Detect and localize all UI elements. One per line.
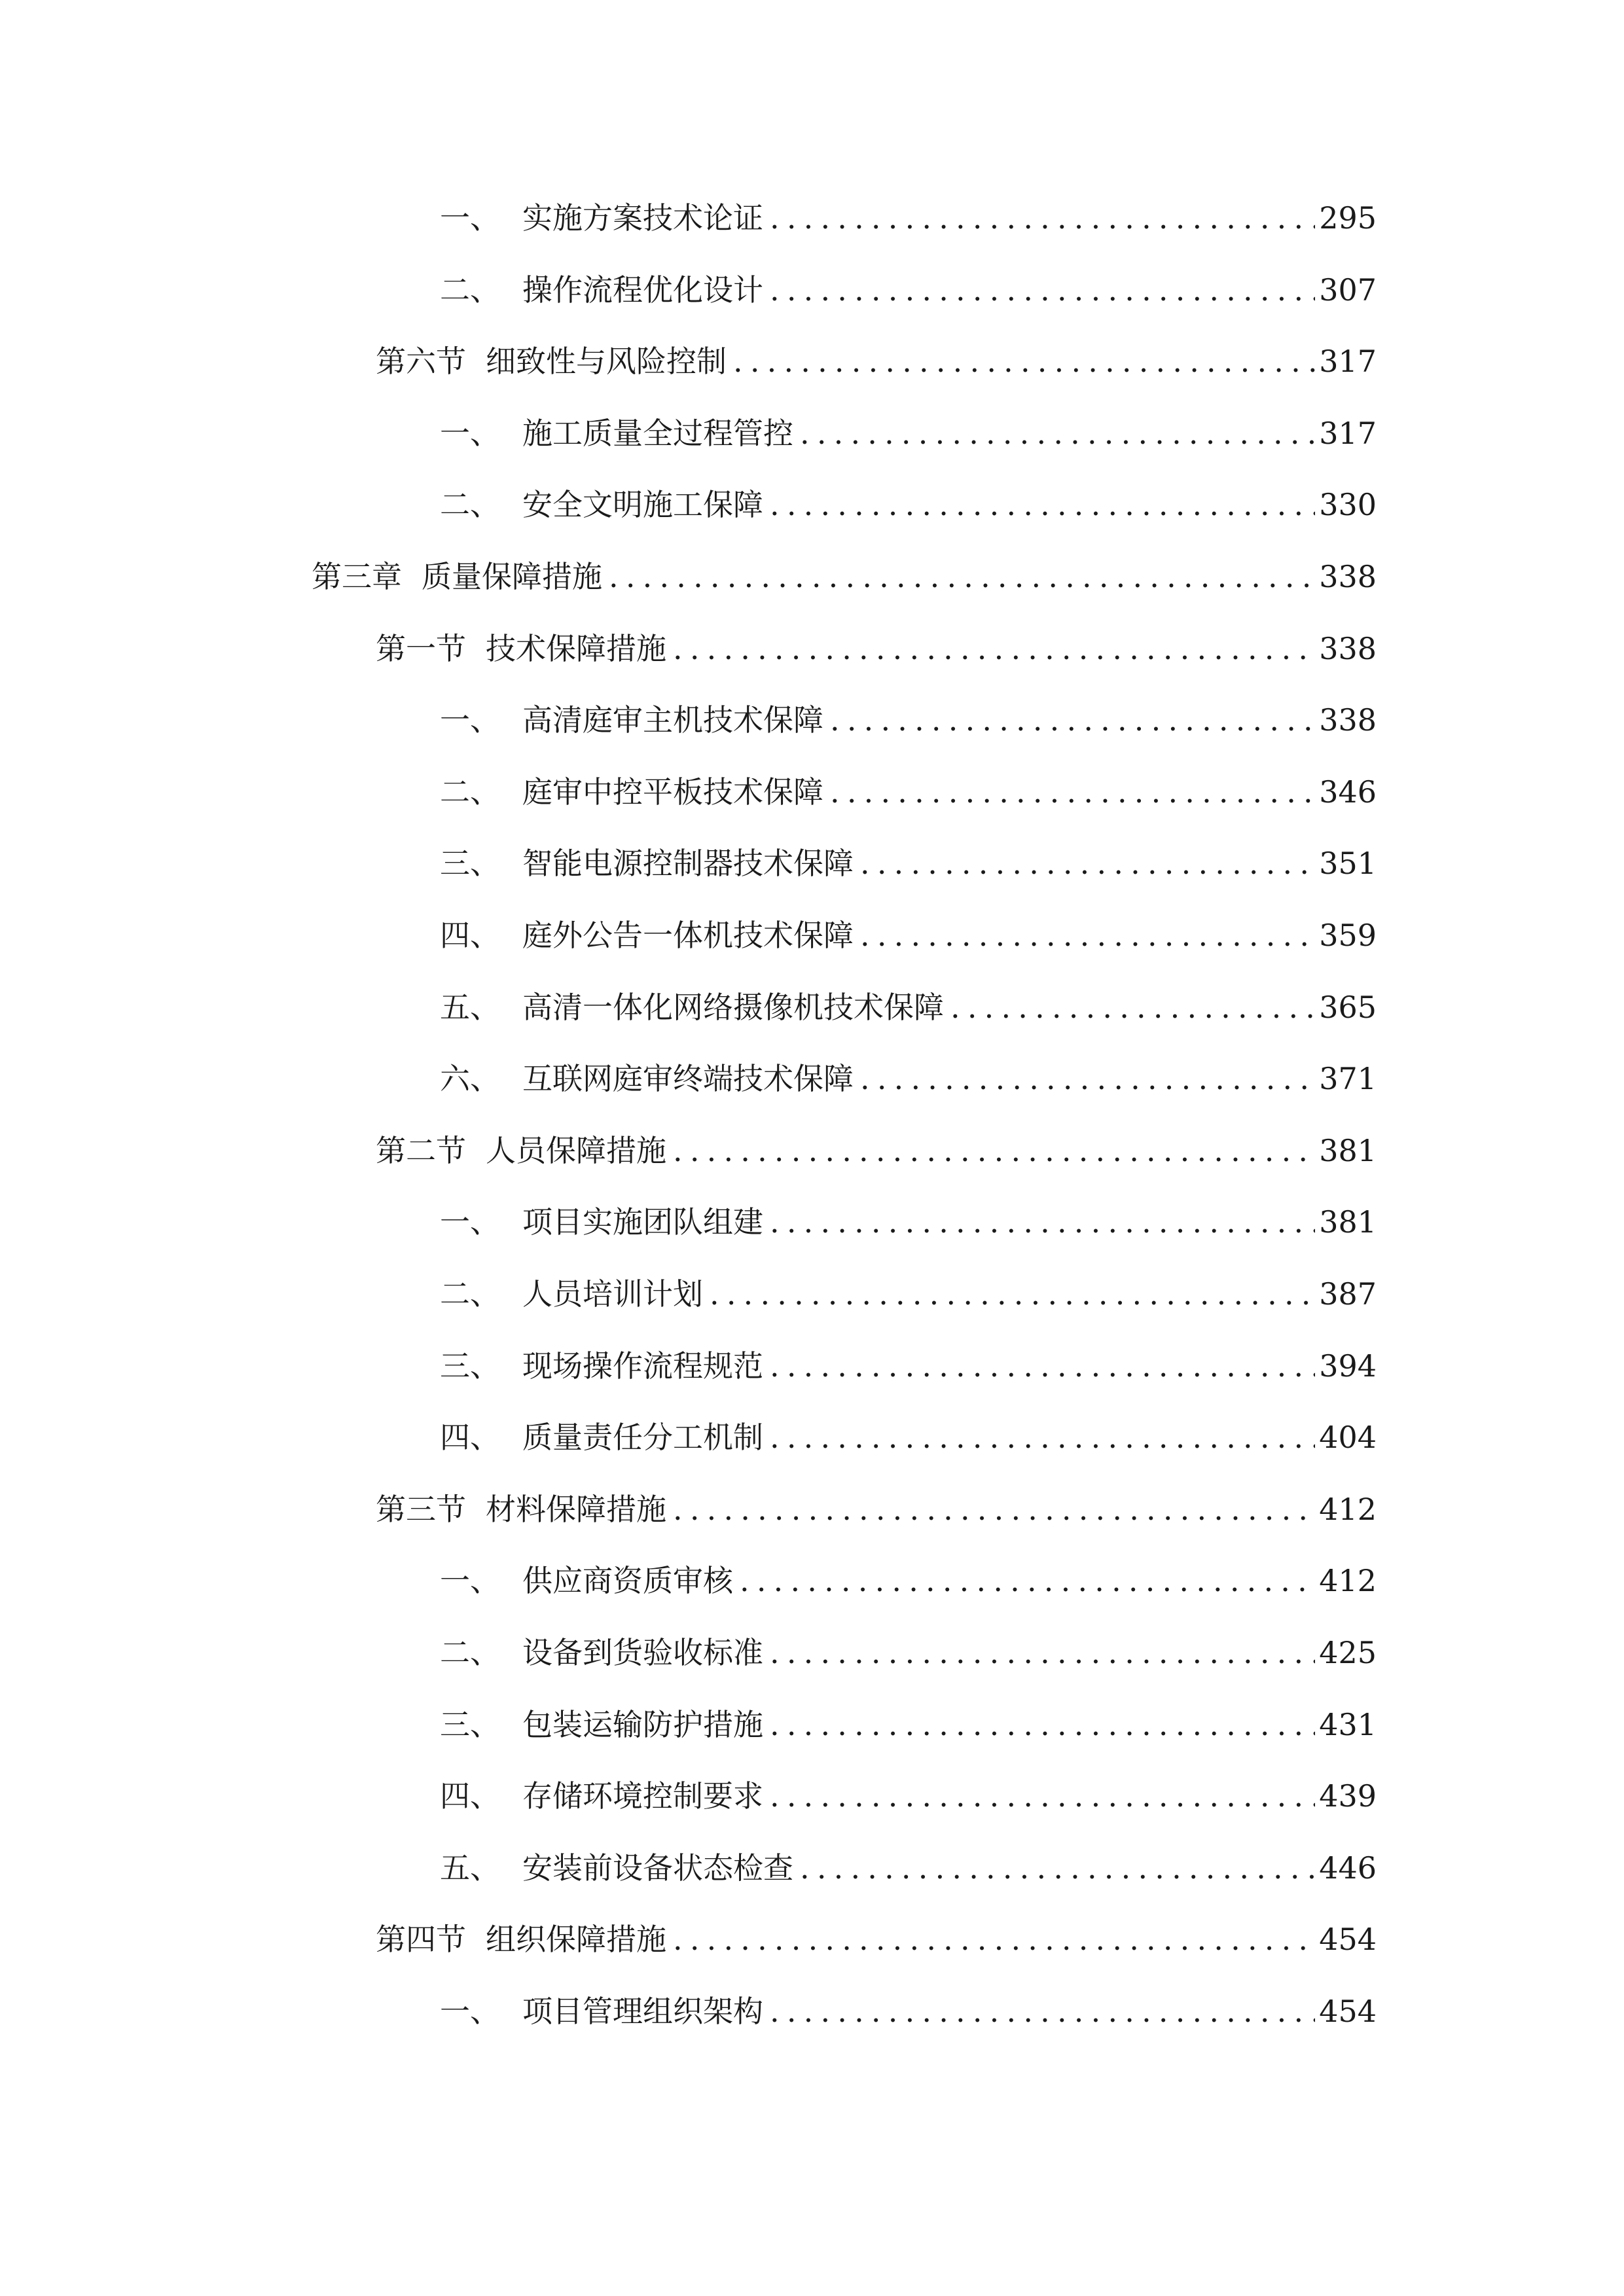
- toc-entry-page-number: 317: [1319, 344, 1377, 380]
- toc-entry-title: 项目管理组织架构: [522, 1994, 763, 2029]
- toc-entry-page-number: 446: [1319, 1850, 1377, 1886]
- toc-entry[interactable]: [440, 267, 1377, 313]
- toc-entry-page-number: 431: [1319, 1706, 1377, 1742]
- toc-entry-title: 安全文明施工保障: [522, 487, 763, 523]
- toc-entry-page-number: 381: [1319, 1204, 1377, 1240]
- toc-entry-page-number: 295: [1319, 200, 1377, 236]
- toc-entry[interactable]: [440, 410, 1377, 456]
- dot-leader: [830, 769, 1315, 815]
- toc-entry-title: 互联网庭审终端技术保障: [522, 1061, 854, 1097]
- toc-entry-title: 组织保障措施: [486, 1922, 666, 1958]
- dot-leader: [800, 410, 1315, 456]
- toc-entry-number: 五、: [440, 989, 500, 1025]
- toc-entry-title: 庭外公告一体机技术保障: [522, 918, 854, 953]
- toc-entry-page-number: 454: [1319, 1994, 1377, 2029]
- toc-entry-page-number: 351: [1319, 846, 1377, 882]
- toc-entry-title: 质量责任分工机制: [522, 1420, 763, 1456]
- toc-entry-page-number: 317: [1319, 415, 1377, 451]
- toc-entry-number: 一、: [440, 1563, 500, 1599]
- dot-leader: [860, 912, 1315, 958]
- toc-entry-number: 第一节: [376, 630, 466, 666]
- toc-entry-page-number: 439: [1319, 1778, 1377, 1814]
- toc-entry[interactable]: [440, 1845, 1377, 1891]
- toc-entry[interactable]: [440, 1343, 1377, 1389]
- toc-entry[interactable]: [440, 769, 1377, 815]
- toc-entry-number: 三、: [440, 1348, 500, 1384]
- toc-entry[interactable]: [440, 912, 1377, 958]
- toc-entry[interactable]: [440, 1702, 1377, 1748]
- toc-entry-page-number: 381: [1319, 1132, 1377, 1168]
- dot-leader: [770, 1343, 1315, 1389]
- toc-entry-number: 一、: [440, 702, 500, 738]
- toc-entry-number: 二、: [440, 774, 500, 810]
- toc-entry-title: 细致性与风险控制: [486, 344, 727, 380]
- toc-entry-number: 第三章: [312, 559, 402, 594]
- toc-entry-page-number: 387: [1319, 1276, 1377, 1312]
- toc-entry-number: 六、: [440, 1061, 500, 1097]
- toc-entry[interactable]: [376, 626, 1377, 672]
- toc-entry-page-number: 365: [1319, 989, 1377, 1025]
- toc-entry-page-number: 346: [1319, 774, 1377, 810]
- toc-entry[interactable]: [440, 984, 1377, 1030]
- toc-entry[interactable]: [376, 1916, 1377, 1962]
- toc-entry[interactable]: [440, 1988, 1377, 2034]
- toc-entry-page-number: 404: [1319, 1420, 1377, 1456]
- toc-entry[interactable]: [440, 195, 1377, 241]
- toc-entry-number: 四、: [440, 918, 500, 953]
- toc-entry[interactable]: [440, 840, 1377, 886]
- toc-entry-title: 技术保障措施: [486, 630, 666, 666]
- toc-entry-number: 三、: [440, 1706, 500, 1742]
- dot-leader: [673, 1916, 1315, 1962]
- dot-leader: [800, 1845, 1315, 1891]
- dot-leader: [770, 482, 1315, 528]
- dot-leader: [770, 1414, 1315, 1460]
- toc-entry-number: 第二节: [376, 1132, 466, 1168]
- toc-entry-title: 庭审中控平板技术保障: [522, 774, 823, 810]
- dot-leader: [860, 840, 1315, 886]
- dot-leader: [740, 1558, 1315, 1604]
- toc-entry[interactable]: [440, 1056, 1377, 1102]
- toc-entry[interactable]: [376, 1128, 1377, 1174]
- dot-leader: [770, 1988, 1315, 2034]
- toc-entry-title: 操作流程优化设计: [522, 272, 763, 308]
- toc-entry-number: 一、: [440, 1204, 500, 1240]
- toc-entry-page-number: 454: [1319, 1922, 1377, 1958]
- toc-entry-page-number: 425: [1319, 1635, 1377, 1670]
- dot-leader: [770, 1773, 1315, 1819]
- dot-leader: [673, 1486, 1315, 1532]
- toc-entry[interactable]: [440, 1414, 1377, 1460]
- toc-entry-title: 实施方案技术论证: [522, 200, 763, 236]
- toc-entry-number: 第四节: [376, 1922, 466, 1958]
- toc-entry-number: 一、: [440, 1994, 500, 2029]
- toc-entry-number: 第三节: [376, 1491, 466, 1527]
- toc-entry-title: 设备到货验收标准: [522, 1635, 763, 1670]
- toc-entry-title: 存储环境控制要求: [522, 1778, 763, 1814]
- toc-entry[interactable]: [376, 338, 1377, 384]
- toc-entry-page-number: 412: [1319, 1491, 1377, 1527]
- toc-entry-page-number: 412: [1319, 1563, 1377, 1599]
- toc-entry-page-number: 394: [1319, 1348, 1377, 1384]
- toc-entry-number: 二、: [440, 272, 500, 308]
- toc-entry[interactable]: [312, 554, 1377, 600]
- toc-entry-number: 四、: [440, 1778, 500, 1814]
- toc-entry-number: 二、: [440, 1635, 500, 1670]
- dot-leader: [770, 1702, 1315, 1748]
- toc-entry-title: 安装前设备状态检查: [522, 1850, 793, 1886]
- toc-entry-title: 包装运输防护措施: [522, 1706, 763, 1742]
- toc-entry-title: 高清一体化网络摄像机技术保障: [522, 989, 944, 1025]
- dot-leader: [770, 195, 1315, 241]
- toc-entry-title: 项目实施团队组建: [522, 1204, 763, 1240]
- toc-entry[interactable]: [440, 1630, 1377, 1676]
- dot-leader: [860, 1056, 1315, 1102]
- dot-leader: [673, 1128, 1315, 1174]
- toc-entry-number: 二、: [440, 1276, 500, 1312]
- dot-leader: [673, 626, 1315, 672]
- toc-entry-number: 二、: [440, 487, 500, 523]
- toc-entry[interactable]: [440, 482, 1377, 528]
- dot-leader: [770, 267, 1315, 313]
- toc-entry-page-number: 359: [1319, 918, 1377, 953]
- toc-entry-number: 五、: [440, 1850, 500, 1886]
- toc-entry-title: 施工质量全过程管控: [522, 415, 793, 451]
- toc-entry-number: 四、: [440, 1420, 500, 1456]
- dot-leader: [609, 554, 1315, 600]
- toc-entry-title: 材料保障措施: [486, 1491, 666, 1527]
- dot-leader: [770, 1630, 1315, 1676]
- dot-leader: [710, 1271, 1315, 1317]
- toc-entry[interactable]: [440, 1199, 1377, 1245]
- toc-entry-title: 现场操作流程规范: [522, 1348, 763, 1384]
- toc-entry[interactable]: [440, 697, 1377, 743]
- toc-entry-number: 第六节: [376, 344, 466, 380]
- dot-leader: [770, 1199, 1315, 1245]
- toc-entry-number: 三、: [440, 846, 500, 882]
- toc-entry[interactable]: [440, 1271, 1377, 1317]
- toc-entry-title: 人员保障措施: [486, 1132, 666, 1168]
- toc-entry-page-number: 338: [1319, 630, 1377, 666]
- toc-entry-title: 供应商资质审核: [522, 1563, 733, 1599]
- toc-entry[interactable]: [376, 1486, 1377, 1532]
- toc-entry-page-number: 307: [1319, 272, 1377, 308]
- toc-entry[interactable]: [440, 1558, 1377, 1604]
- dot-leader: [830, 697, 1315, 743]
- toc-entry-title: 质量保障措施: [422, 559, 602, 594]
- toc-entry[interactable]: [440, 1773, 1377, 1819]
- toc-entry-page-number: 338: [1319, 559, 1377, 594]
- toc-entry-number: 一、: [440, 200, 500, 236]
- toc-entry-number: 一、: [440, 415, 500, 451]
- toc-entry-title: 高清庭审主机技术保障: [522, 702, 823, 738]
- toc-entry-page-number: 338: [1319, 702, 1377, 738]
- dot-leader: [733, 338, 1315, 384]
- toc-entry-page-number: 330: [1319, 487, 1377, 523]
- toc-entry-page-number: 371: [1319, 1061, 1377, 1097]
- dot-leader: [950, 984, 1315, 1030]
- toc-entry-title: 智能电源控制器技术保障: [522, 846, 854, 882]
- toc-entry-title: 人员培训计划: [522, 1276, 703, 1312]
